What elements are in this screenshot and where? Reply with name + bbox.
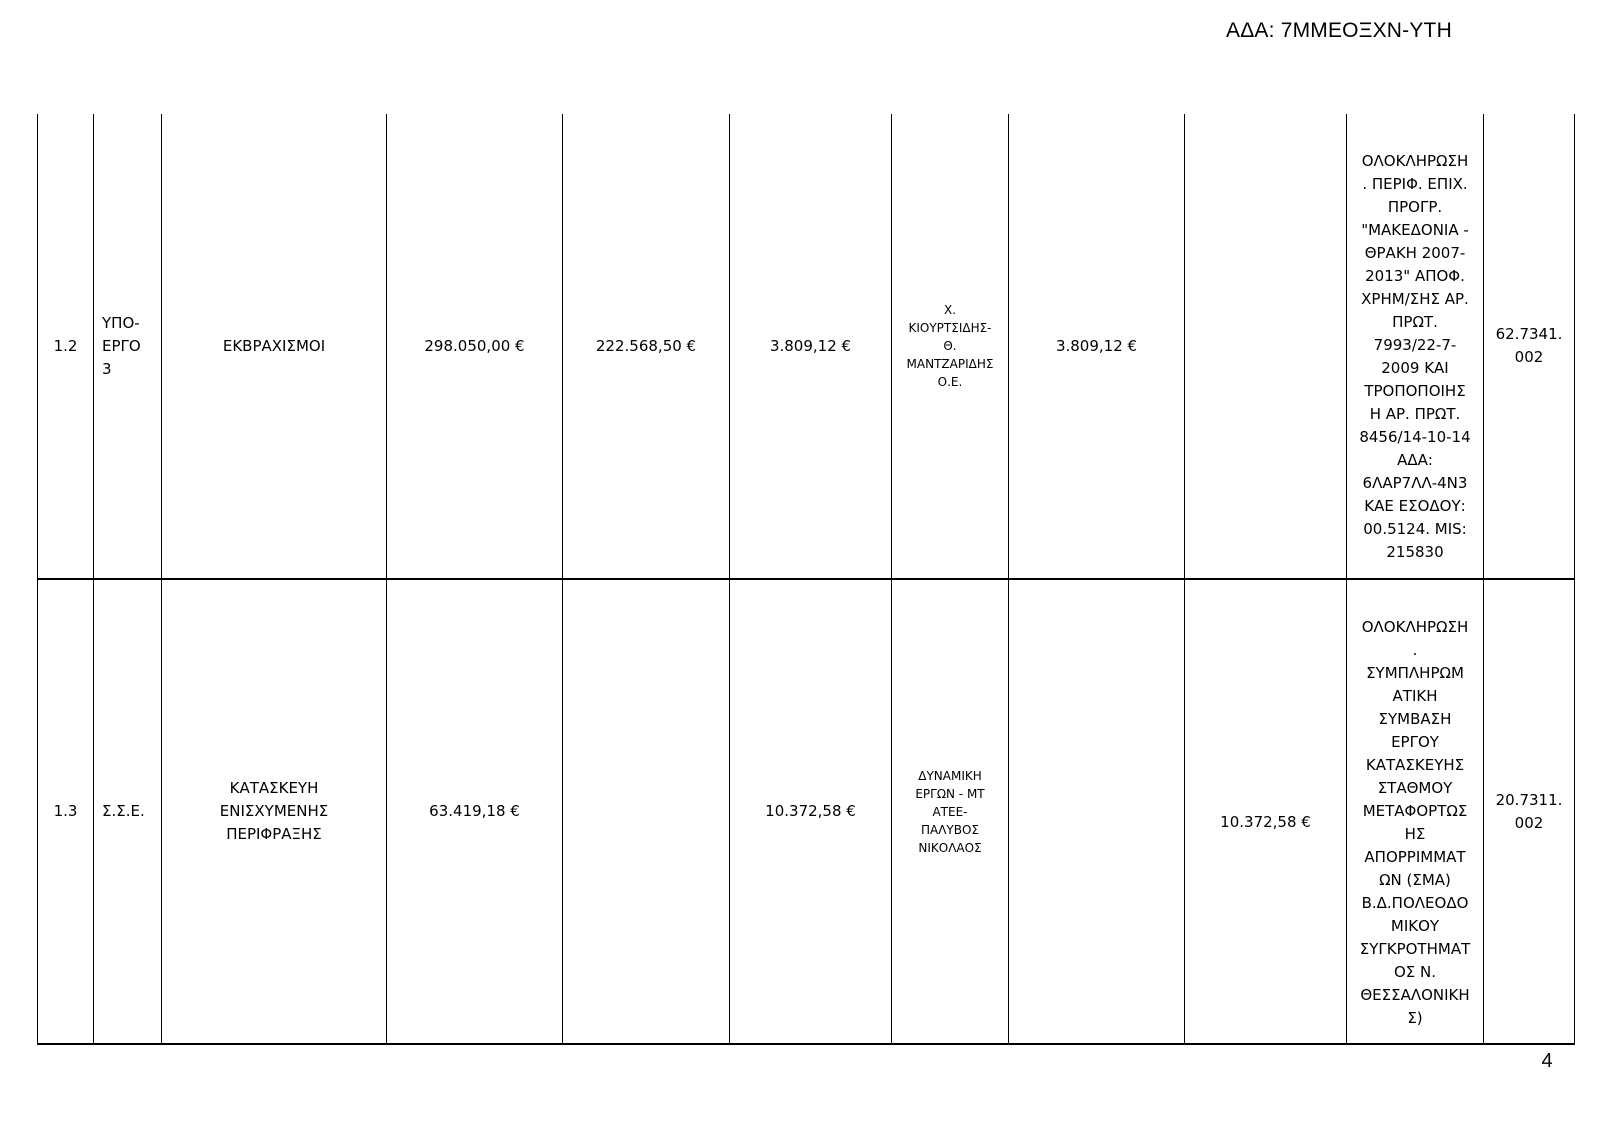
cell-extra	[1185, 114, 1347, 579]
cell-notes: ΟΛΟΚΛΗΡΩΣΗ . ΣΥΜΠΛΗΡΩΜ ΑΤΙΚΗ ΣΥΜΒΑΣΗ ΕΡΓΟΥ ΚΑΤΑΣΚΕΥΗΣ ΣΤΑΘΜΟΥ ΜΕΤΑΦΟΡΤΩΣ ΗΣ ΑΠΟΡΡΙΜΜΑΤ ΩΝ (ΣΜΑ) Β.Δ.ΠΟΛΕΟΔΟ ΜΙΚΟΥ ΣΥΓΚΡΟΤΗΜΑΤ ΟΣ Ν. ΘΕΣΣΑΛΟΝΙΚΗ Σ)	[1347, 579, 1484, 1044]
table-row	[38, 114, 1575, 579]
cell-notes: ΟΛΟΚΛΗΡΩΣΗ . ΠΕΡΙΦ. ΕΠΙΧ. ΠΡΟΓΡ. "ΜΑΚΕΔΟΝΙΑ - ΘΡΑΚΗ 2007- 2013" ΑΠΟΦ. ΧΡΗΜ/ΣΗΣ ΑΡ. ΠΡΩΤ. 7993/22-7- 2009 ΚΑΙ ΤΡΟΠΟΠΟΙΗΣ Η ΑΡ. ΠΡΩΤ. 8456/14-10-14 ΑΔΑ: 6ΛΑΡ7ΛΛ-4Ν3 ΚΑΕ ΕΣΟΔΟΥ: 00.5124. MIS: 215830	[1347, 114, 1484, 579]
cell-paid	[1009, 579, 1185, 1044]
cell-title: ΕΚΒΡΑΧΙΣΜΟΙ	[162, 114, 387, 579]
cell-type: Σ.Σ.Ε.	[94, 579, 162, 1044]
cell-extra: 10.372,58 €	[1185, 579, 1347, 1044]
ada-header: ΑΔΑ: 7ΜΜΕΟΞΧΝ-ΥΤΗ	[1226, 19, 1452, 42]
table-row	[38, 579, 1575, 1044]
cell-contract	[563, 579, 730, 1044]
cell-amount: 10.372,58 €	[730, 579, 892, 1044]
page-number: 4	[1541, 1050, 1553, 1072]
cell-contractor: ΔΥΝΑΜΙΚΗ ΕΡΓΩΝ - ΜΤ ΑΤΕΕ- ΠΑΛΥΒΟΣ ΝΙΚΟΛΑΟΣ	[892, 579, 1009, 1044]
cell-budget: 298.050,00 €	[387, 114, 563, 579]
cell-contract: 222.568,50 €	[563, 114, 730, 579]
cell-contractor: Χ. ΚΙΟΥΡΤΣΙΔΗΣ- Θ. ΜΑΝΤΖΑΡΙΔΗΣ Ο.Ε.	[892, 114, 1009, 579]
cell-budget: 63.419,18 €	[387, 579, 563, 1044]
cell-paid: 3.809,12 €	[1009, 114, 1185, 579]
cell-type: ΥΠΟ- ΕΡΓΟ 3	[94, 114, 162, 579]
cell-number: 1.2	[38, 114, 94, 579]
cell-amount: 3.809,12 €	[730, 114, 892, 579]
cell-code: 20.7311. 002	[1484, 579, 1575, 1044]
cell-title: ΚΑΤΑΣΚΕΥΗ ΕΝΙΣΧΥΜΕΝΗΣ ΠΕΡΙΦΡΑΞΗΣ	[162, 579, 387, 1044]
projects-table	[37, 114, 1575, 1045]
cell-number: 1.3	[38, 579, 94, 1044]
cell-code: 62.7341. 002	[1484, 114, 1575, 579]
